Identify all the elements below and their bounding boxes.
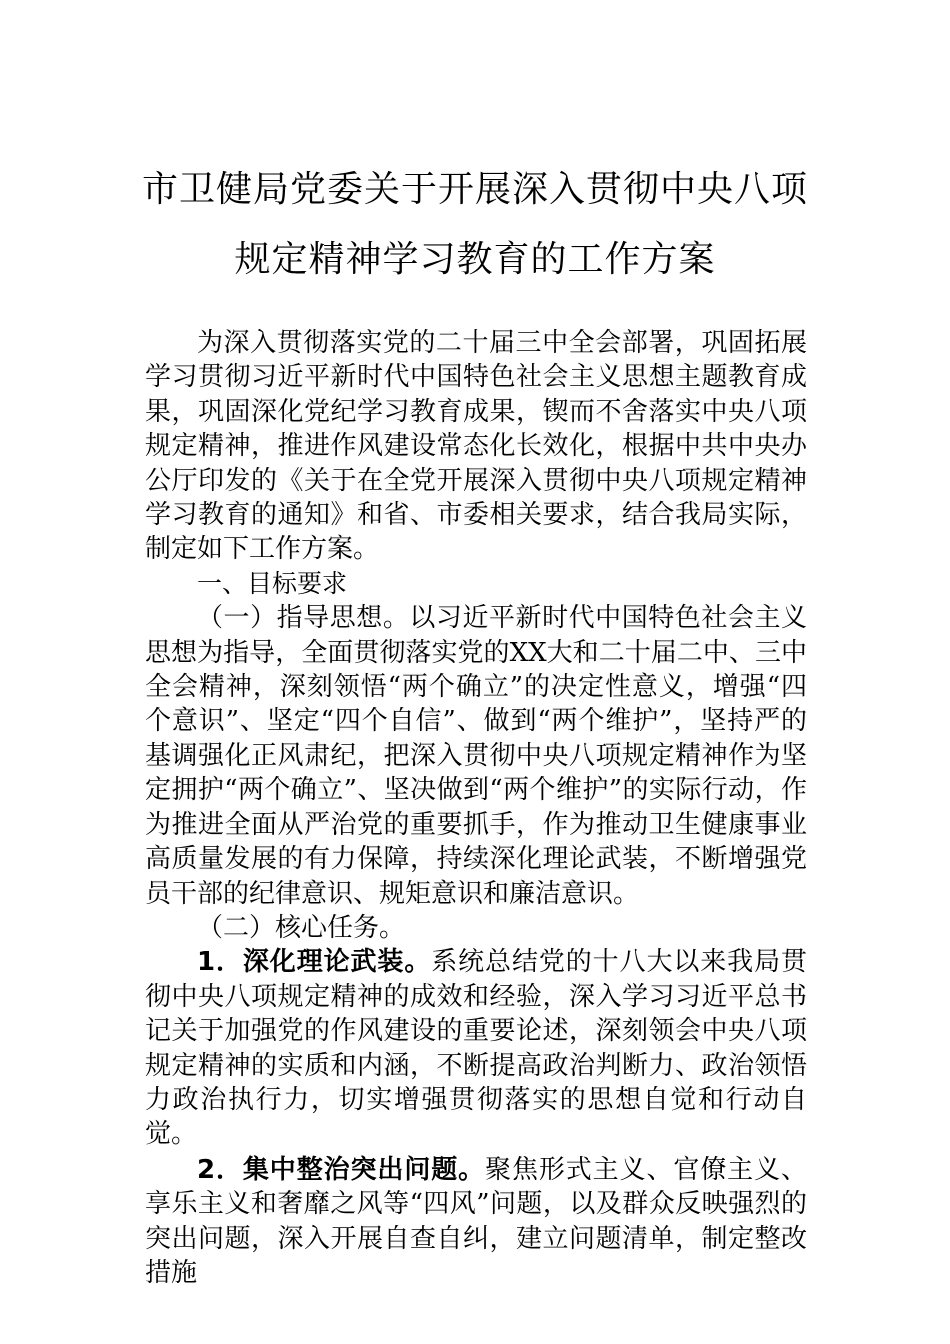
- task-item-2: [145, 1153, 807, 1291]
- guiding-thought-paragraph: （一）指导思想。以习近平新时代中国特色社会主义思想为指导，全面贯彻落实党的XX大和二十届二中、三中全会精神，深刻领悟“两个确立”的决定性意义，增强“四个意识”、坚定“四个自信”、做到“两个维护”，坚持严的基调强化正风肃纪，把深入贯彻中央八项规定精神作为坚定拥护“两个确立”、坚决做到“两个维护”的实际行动，作为推进全面从严治党的重要抓手，作为推动卫生健康事业高质量发展的有力保障，持续深化理论武装，不断增强党员干部的纪律意识、规矩意识和廉洁意识。: [145, 603, 807, 909]
- document-body: [145, 326, 807, 1290]
- task-item-1-lead: 1．深化理论武装。: [197, 947, 432, 978]
- task-item-1: [145, 945, 807, 1151]
- task-item-2-lead: 2．集中整治突出问题。: [197, 1154, 486, 1185]
- document-title-line-2: 规定精神学习教育的工作方案: [234, 239, 716, 280]
- section-heading-goals: 一、目标要求: [197, 568, 348, 598]
- intro-paragraph: 为深入贯彻落实党的二十届三中全会部署，巩固拓展学习贯彻习近平新时代中国特色社会主义思想主题教育成果，巩固深化党纪学习教育成果，锲而不舍落实中央八项规定精神，推进作风建设常态化长效化，根据中共中央办公厅印发的《关于在全党开展深入贯彻中央八项规定精神学习教育的通知》和省、市委相关要求，结合我局实际，制定如下工作方案。: [145, 328, 807, 565]
- core-tasks-heading: （二）核心任务。: [197, 912, 406, 943]
- task-item-1-text: 系统总结党的十八大以来我局贯彻中央八项规定精神的成效和经验，深入学习习近平总书记关于加强党的作风建设的重要论述，深刻领会中央八项规定精神的实质和内涵，不断提高政治判断力、政治领悟力政治执行力，切实增强贯彻落实的思想自觉和行动自觉。: [145, 947, 807, 1150]
- task-item-2-text: 聚焦形式主义、官僚主义、享乐主义和奢靡之风等“四风”问题，以及群众反映强烈的突出问题，深入开展自查自纠，建立问题清单，制定整改措施: [145, 1154, 807, 1288]
- document-title-line-1: 市卫健局党委关于开展深入贯彻中央八项: [141, 169, 808, 210]
